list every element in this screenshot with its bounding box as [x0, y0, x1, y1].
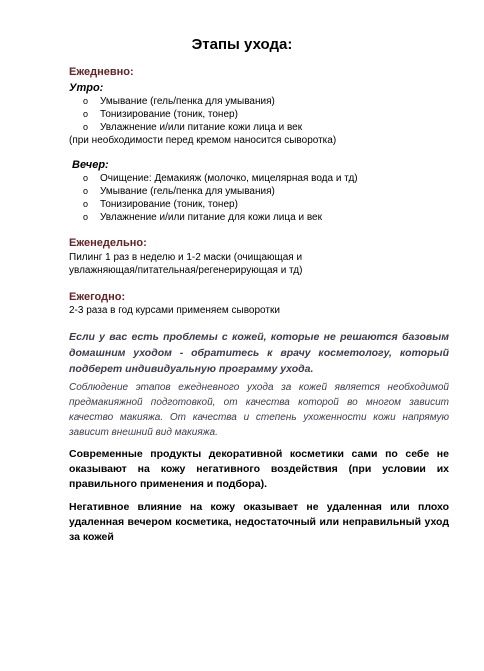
evening-item-text: Очищение: Демакияж (молочко, мицелярная вода и тд): [100, 173, 358, 184]
weekly-line: Пилинг 1 раз в неделю и 1-2 маски (очищающая и: [69, 252, 303, 263]
morning-item-text: Умывание (гель/пенка для умывания): [100, 96, 275, 107]
yearly-heading: Ежегодно:: [69, 291, 126, 303]
bullet-icon: o: [83, 109, 89, 119]
bullet-icon: o: [83, 173, 89, 183]
morning-item: [83, 108, 238, 121]
page-title: Этапы ухода:: [191, 36, 293, 53]
bullet-icon: o: [83, 186, 89, 196]
bullet-icon: o: [83, 122, 89, 132]
advice-paragraph: Если у вас есть проблемы с кожей, которые не решаются базовым домашним уходом - обратитесь к врачу косметологу, который подберет индивидуальную программу ухода.: [69, 331, 449, 375]
evening-heading: Вечер:: [72, 159, 109, 171]
morning-heading: Утро:: [69, 82, 104, 94]
morning-item-text: Тонизирование (тоник, тонер): [100, 109, 238, 120]
morning-item: [83, 121, 303, 134]
evening-item-text: Тонизирование (тоник, тонер): [100, 199, 238, 210]
weekly-heading: Еженедельно:: [69, 237, 147, 249]
weekly-line: увлажняющая/питательная/регенерирующая и тд): [69, 265, 303, 276]
bullet-icon: o: [83, 96, 89, 106]
evening-item: [83, 172, 358, 185]
evening-item: [83, 185, 275, 198]
info-paragraph: Негативное влияние на кожу оказывает не удаленная или плохо удаленная вечером косметика, недостаточный или неправильный уход за кожей: [69, 501, 449, 543]
yearly-text: 2-3 раза в год курсами применяем сыворотки: [69, 305, 280, 316]
bullet-icon: o: [83, 199, 89, 209]
evening-item: [83, 211, 322, 224]
evening-item-text: Умывание (гель/пенка для умывания): [100, 186, 275, 197]
info-paragraph: Современные продукты декоративной косметики сами по себе не оказывают на кожу негативного воздействия (при условии их правильного применения и подбора).: [69, 448, 449, 490]
daily-heading: Ежедневно:: [69, 66, 134, 78]
evening-item: [83, 198, 238, 211]
note-paragraph: Соблюдение этапов ежедневного ухода за кожей является необходимой предмакияжной подготовкой, от качества которой во многом зависит качество макияжа. От качества и степень ухоженности кожи напрямую зависит внешний вид макияжа.: [69, 382, 449, 438]
morning-item-text: Увлажнение и/или питание кожи лица и век: [100, 122, 303, 133]
morning-item: [83, 95, 275, 108]
bullet-icon: o: [83, 212, 89, 222]
morning-note: (при необходимости перед кремом наносится сыворотка): [69, 135, 337, 146]
evening-item-text: Увлажнение и/или питание для кожи лица и век: [100, 212, 322, 223]
